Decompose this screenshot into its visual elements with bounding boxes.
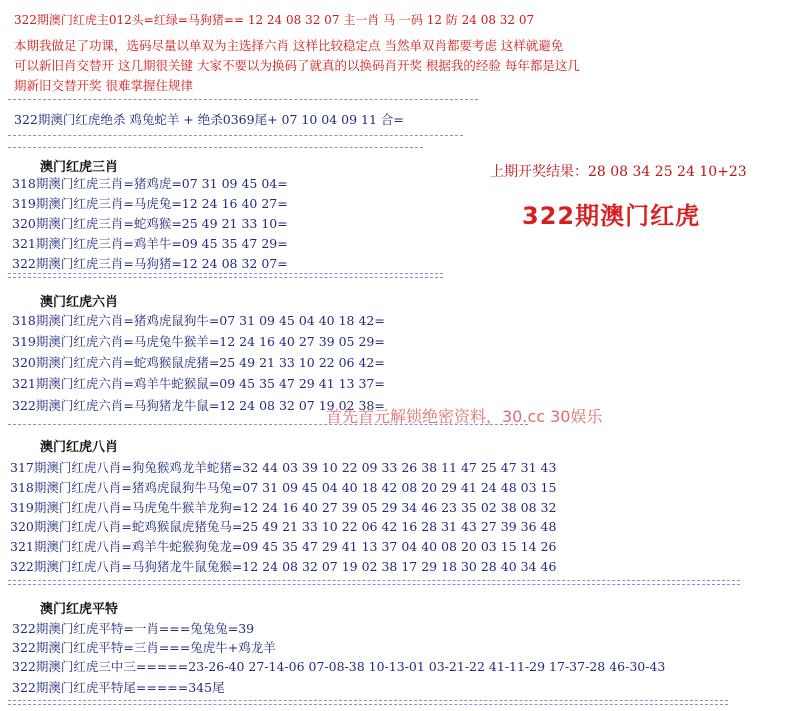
list-item: 322期澳门红虎六肖=马狗猪龙牛鼠=12 24 08 32 07 19 02 38= xyxy=(12,398,385,413)
last-result: 上期开奖结果：28 08 34 25 24 10+23 xyxy=(490,164,747,180)
list-item: 322期澳门红虎八肖=马狗猪龙牛鼠兔猴=12 24 08 32 07 19 02 38 17 29 18 30 28 40 34 46 xyxy=(10,559,557,574)
list-item: 320期澳门红虎三肖=蛇鸡猴=25 49 21 33 10= xyxy=(12,216,288,231)
double-separator xyxy=(8,273,443,278)
list-item: 322期澳门红虎三中三=====23-26-40 27-14-06 07-08-38 10-13-01 03-21-22 41-11-29 17-37-28 46-30-43 xyxy=(12,659,666,674)
list-item: 322期澳门红虎平特=一肖===兔兔兔=39 xyxy=(12,621,255,636)
list-item: 322期澳门红虎三肖=马狗猪=12 24 08 32 07= xyxy=(12,256,288,271)
intro-line-1: 本期我做足了功课，选码尽量以单双为主选择六肖 这样比较稳定点 当然单双肖都要考虑 这样就避免 xyxy=(14,38,564,53)
section-title-ping-te: 澳门红虎平特 xyxy=(40,602,119,617)
separator xyxy=(8,99,478,100)
list-item: 321期澳门红虎六肖=鸡羊牛蛇猴鼠=09 45 35 47 29 41 13 37= xyxy=(12,376,385,391)
double-separator xyxy=(8,580,740,585)
list-item: 318期澳门红虎三肖=猪鸡虎=07 31 09 45 04= xyxy=(12,176,288,191)
list-item: 318期澳门红虎六肖=猪鸡虎鼠狗牛=07 31 09 45 04 40 18 42= xyxy=(12,313,385,328)
double-separator xyxy=(8,700,728,705)
separator xyxy=(8,147,423,148)
kill-line: 322期澳门红虎绝杀 鸡兔蛇羊 + 绝杀0369尾+ 07 10 04 09 11 合= xyxy=(14,112,404,127)
section-title-ba-xiao: 澳门红虎八肖 xyxy=(40,440,119,455)
section-title-san-xiao: 澳门红虎三肖 xyxy=(40,160,119,175)
list-item: 321期澳门红虎三肖=鸡羊牛=09 45 35 47 29= xyxy=(12,236,288,251)
watermark-text: 首先首元解锁绝密资料，30.cc 30娱乐 xyxy=(326,407,603,426)
section-title-liu-xiao: 澳门红虎六肖 xyxy=(40,295,119,310)
list-item: 322期澳门红虎平特尾=====345尾 xyxy=(12,680,225,695)
banner-title: 322期澳门红虎 xyxy=(522,202,701,230)
list-item: 321期澳门红虎八肖=鸡羊牛蛇猴狗兔龙=09 45 35 47 29 41 13 37 04 40 08 20 03 15 14 26 xyxy=(10,539,557,554)
list-item: 318期澳门红虎八肖=猪鸡虎鼠狗牛马兔=07 31 09 45 04 40 18 42 08 20 29 41 24 48 03 15 xyxy=(10,480,557,495)
list-item: 322期澳门红虎平特=三肖===兔虎牛+鸡龙羊 xyxy=(12,640,276,655)
list-item: 320期澳门红虎六肖=蛇鸡猴鼠虎猪=25 49 21 33 10 22 06 42= xyxy=(12,355,385,370)
list-item: 319期澳门红虎三肖=马虎兔=12 24 16 40 27= xyxy=(12,196,288,211)
intro-line-3: 期新旧交替开奖 很难掌握住规律 xyxy=(14,78,193,93)
list-item: 317期澳门红虎八肖=狗兔猴鸡龙羊蛇猪=32 44 03 39 10 22 09 33 26 38 11 47 25 47 31 43 xyxy=(10,460,557,475)
header-line: 322期澳门红虎主012头=红绿=马狗猪== 12 24 08 32 07 主一肖 马 一码 12 防 24 08 32 07 xyxy=(14,13,535,27)
list-item: 320期澳门红虎八肖=蛇鸡猴鼠虎猪兔马=25 49 21 33 10 22 06 42 16 28 31 43 27 39 36 48 xyxy=(10,519,557,534)
list-item: 319期澳门红虎六肖=马虎兔牛猴羊=12 24 16 40 27 39 05 29= xyxy=(12,334,385,349)
separator xyxy=(8,135,463,136)
list-item: 319期澳门红虎八肖=马虎兔牛猴羊龙狗=12 24 16 40 27 39 05 29 34 46 23 35 02 38 08 32 xyxy=(10,500,557,515)
intro-line-2: 可以新旧肖交替开 这几期很关键 大家不要以为换码了就真的以换码肖开奖 根据我的经验 每年都是这几 xyxy=(14,58,580,73)
